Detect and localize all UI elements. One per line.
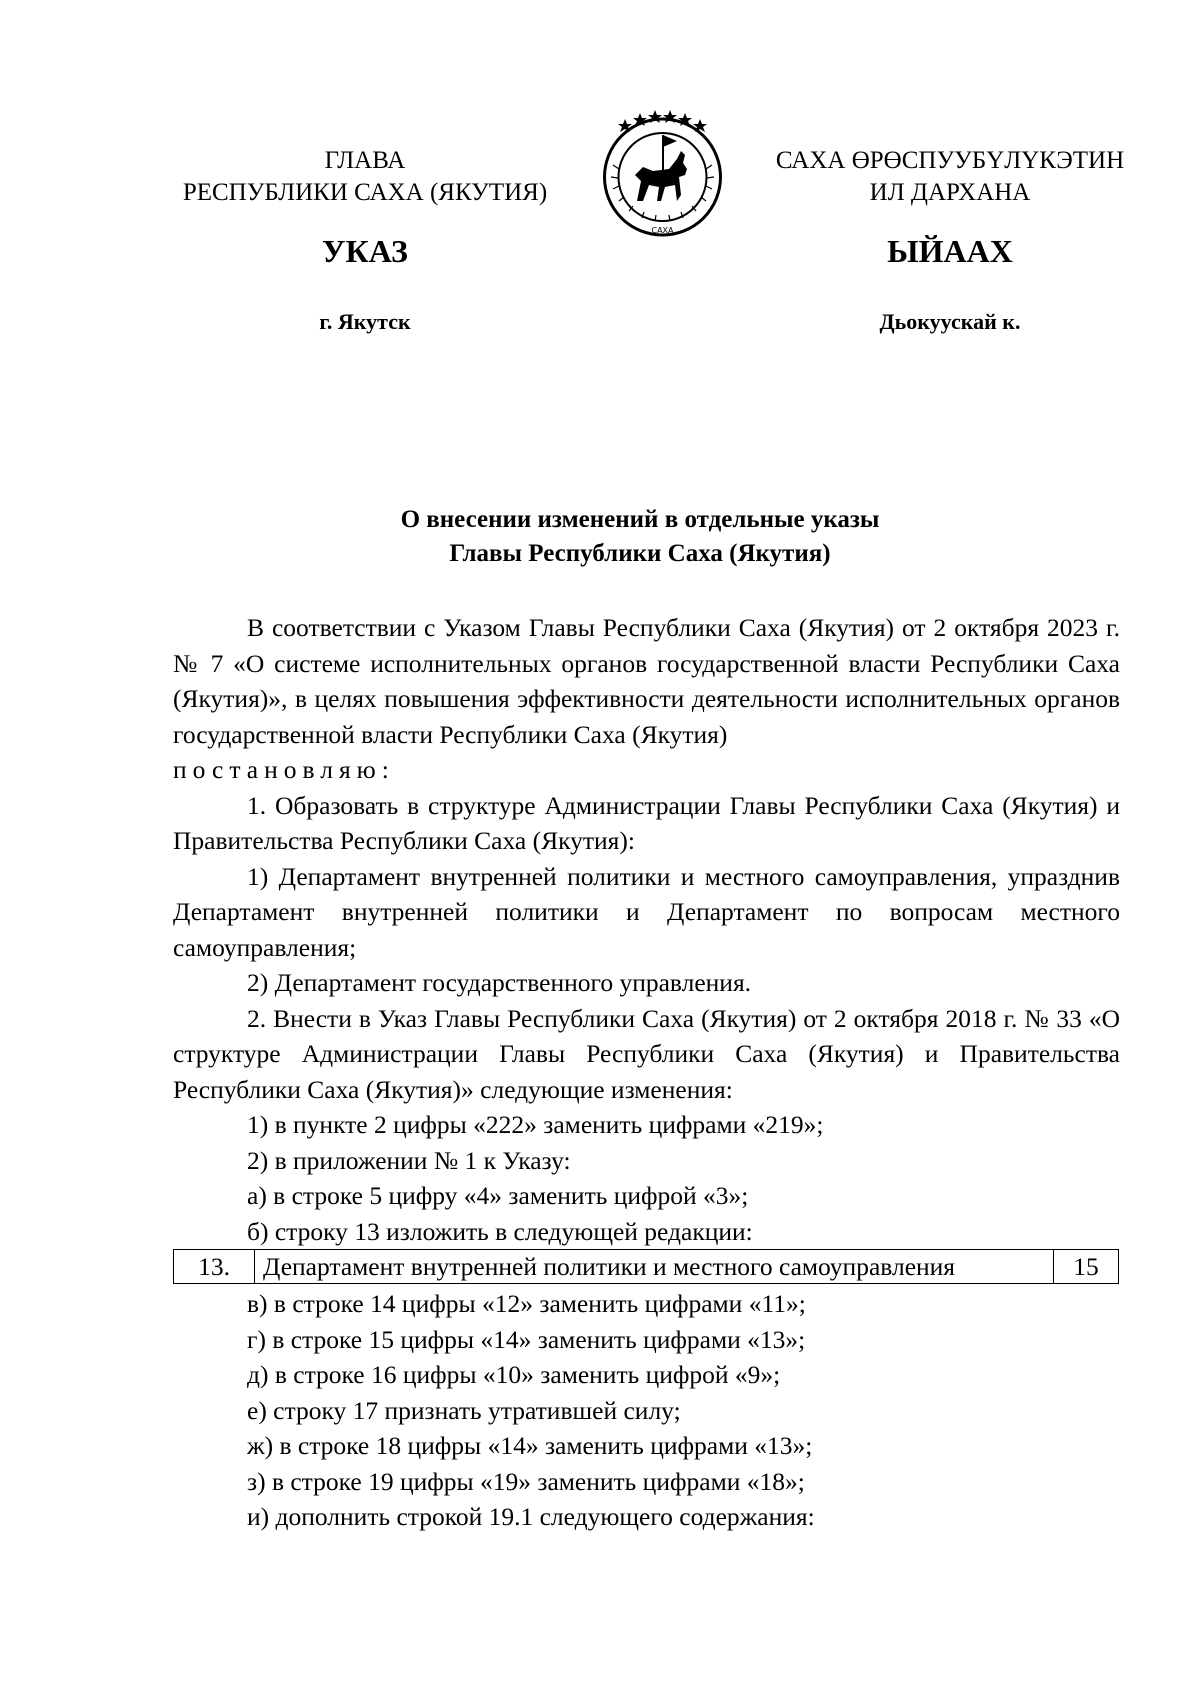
decree-body — [173, 610, 1120, 1535]
place-sakha: Дьокуускай к. — [879, 309, 1021, 334]
svg-text:САХА: САХА — [651, 226, 674, 235]
sub-item-g: г) в строке 15 цифры «14» заменить цифрами «13»; — [247, 1324, 806, 1354]
sub-item-z: з) в строке 19 цифры «19» заменить цифрами «18»; — [247, 1466, 805, 1496]
doc-type-ru: УКАЗ — [322, 233, 408, 269]
decree-title — [160, 503, 1120, 571]
item-2-2: 2) в приложении № 1 к Указу: — [247, 1145, 571, 1175]
item-2: 2. Внести в Указ Главы Республики Саха (Якутия) от 2 октября 2018 г. № 33 «О структуре Администрации Главы Республики Саха (Якутия) и Правительства Республики Саха (Якутия)» следующие изменения: — [173, 1003, 1120, 1104]
intro-paragraph: В соответствии с Указом Главы Республики Саха (Якутия) от 2 октября 2023 г. № 7 «О системе исполнительных органов государственной власти Республики Саха (Якутия)», в целях повышения эффективности деятельности исполнительных органов государственной власти Республики Саха (Якутия) — [173, 613, 1120, 749]
item-2-1: 1) в пункте 2 цифры «222» заменить цифрами «219»; — [247, 1110, 824, 1139]
item-1: 1. Образовать в структуре Администрации Главы Республики Саха (Якутия) и Правительства Республики Саха (Якутия): — [173, 790, 1120, 855]
header-left-line1: ГЛАВА — [324, 147, 406, 174]
decree-word — [173, 752, 1120, 788]
sub-item-d: д) в строке 16 цифры «10» заменить цифрой «9»; — [247, 1360, 781, 1389]
decree-word-text: постановляю: — [173, 755, 395, 784]
item-1-2: 2) Департамент государственного управления. — [247, 968, 752, 997]
place-ru: г. Якутск — [319, 309, 411, 334]
header-right — [745, 145, 1155, 338]
sub-item-e: е) строку 17 признать утратившей силу; — [247, 1395, 681, 1425]
sub-item-a: а) в строке 5 цифру «4» заменить цифрой «3»; — [247, 1181, 749, 1210]
header-left — [150, 145, 580, 338]
sub-item-zh: ж) в строке 18 цифры «14» заменить цифрами «13»; — [247, 1431, 813, 1460]
sakha-coat-of-arms-icon — [595, 105, 730, 240]
sub-item-b: б) строку 13 изложить в следующей редакции: — [247, 1216, 753, 1246]
header-right-line1: САХА ӨРӨСПУУБҮЛҮКЭТИН — [775, 147, 1125, 174]
decree-title-line2: Главы Республики Саха (Якутия) — [449, 540, 831, 567]
header-left-line2: РЕСПУБЛИКИ САХА (ЯКУТИЯ) — [182, 179, 548, 206]
table-row — [174, 1250, 1119, 1284]
doc-type-sakha: ЫЙААХ — [887, 233, 1013, 269]
item-1-1: 1) Департамент внутренней политики и местного самоуправления, упразднив Департамент внутренней политики и Департамент по вопросам местного самоуправления; — [173, 861, 1120, 962]
sub-item-v: в) в строке 14 цифры «12» заменить цифрами «11»; — [247, 1289, 806, 1318]
header-right-line2: ИЛ ДАРХАНА — [869, 179, 1031, 206]
table-cell-number: 13. — [174, 1250, 255, 1284]
table-cell-name: Департамент внутренней политики и местного самоуправления — [255, 1250, 1054, 1284]
structure-table-row — [173, 1249, 1119, 1284]
table-cell-count: 15 — [1054, 1250, 1119, 1284]
sub-item-i: и) дополнить строкой 19.1 следующего содержания: — [247, 1502, 815, 1531]
decree-title-line1: О внесении изменений в отдельные указы — [400, 506, 880, 533]
